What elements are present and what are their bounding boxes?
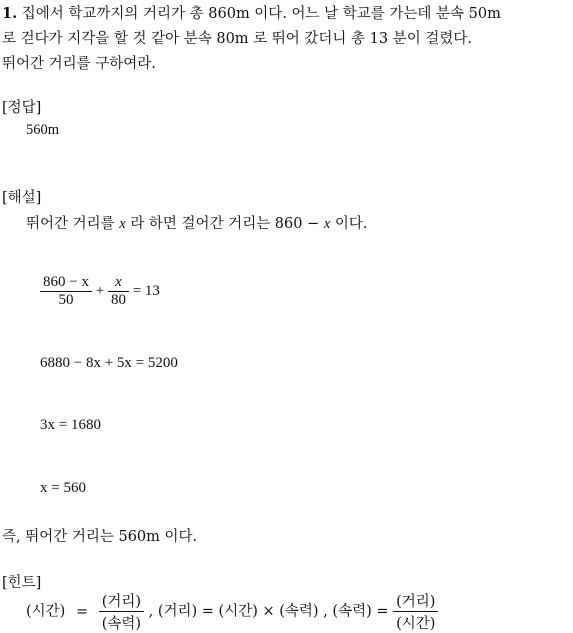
equation-1-rhs: = 13 xyxy=(132,282,160,299)
hint-separator-1: , xyxy=(148,603,154,620)
hint-separator-2: , xyxy=(323,603,328,620)
var-x-2: x xyxy=(323,216,331,232)
hint-formula xyxy=(26,590,438,633)
hint-time-label: (시간) xyxy=(26,603,66,620)
hint-equals: = xyxy=(75,603,89,620)
hint-heading: [힌트] xyxy=(2,575,42,591)
fraction-2-numerator: x xyxy=(115,274,122,290)
equation-1 xyxy=(40,274,160,309)
fraction-1-denominator: 50 xyxy=(40,291,92,309)
explanation-intro-a: 뛰어간 거리를 xyxy=(26,216,115,232)
var-x: x xyxy=(119,216,126,232)
equation-3: 3x = 1680 xyxy=(40,417,101,433)
question-line-1 xyxy=(2,2,501,23)
fraction-1-numerator: 860 − x xyxy=(43,274,89,290)
hint-middle-formula: (거리) = (시간) × (속력) xyxy=(157,603,319,620)
question-text-1: 집에서 학교까지의 거리가 총 860m 이다. 어느 날 학교를 가는데 분속 50m xyxy=(21,6,501,22)
conclusion: 즉, 뛰어간 거리는 560m 이다. xyxy=(2,529,198,545)
explanation-intro-b: 라 하면 걸어간 거리는 860 − xyxy=(130,216,320,232)
answer-heading: [정답] xyxy=(2,100,42,116)
hint-fraction-1-numerator: (거리) xyxy=(101,594,142,610)
explanation-intro xyxy=(26,212,368,233)
question-number: 1. xyxy=(2,5,18,22)
answer-value: 560m xyxy=(26,122,60,138)
hint-speed-label: (속력) = xyxy=(332,603,389,620)
hint-fraction-2-numerator: (거리) xyxy=(396,594,436,610)
equation-4: x = 560 xyxy=(40,480,86,496)
fraction-1 xyxy=(40,274,92,309)
hint-fraction-2-denominator: (시간) xyxy=(393,611,438,633)
fraction-2-denominator: 80 xyxy=(108,291,129,309)
fraction-2 xyxy=(108,274,129,309)
equation-2: 6880 − 8x + 5x = 5200 xyxy=(40,355,178,371)
plus-sign: + xyxy=(95,282,105,299)
question-line-3: 뛰어간 거리를 구하여라. xyxy=(2,56,156,72)
hint-fraction-1-denominator: (속력) xyxy=(99,611,144,633)
hint-fraction-1 xyxy=(99,590,144,633)
explanation-heading: [해설] xyxy=(2,190,42,206)
hint-fraction-2 xyxy=(393,590,438,633)
explanation-intro-c: 이다. xyxy=(334,216,368,232)
question-line-2: 로 걷다가 지각을 할 것 같아 분속 80m 로 뛰어 갔더니 총 13 분이 걸렸다. xyxy=(2,31,472,47)
